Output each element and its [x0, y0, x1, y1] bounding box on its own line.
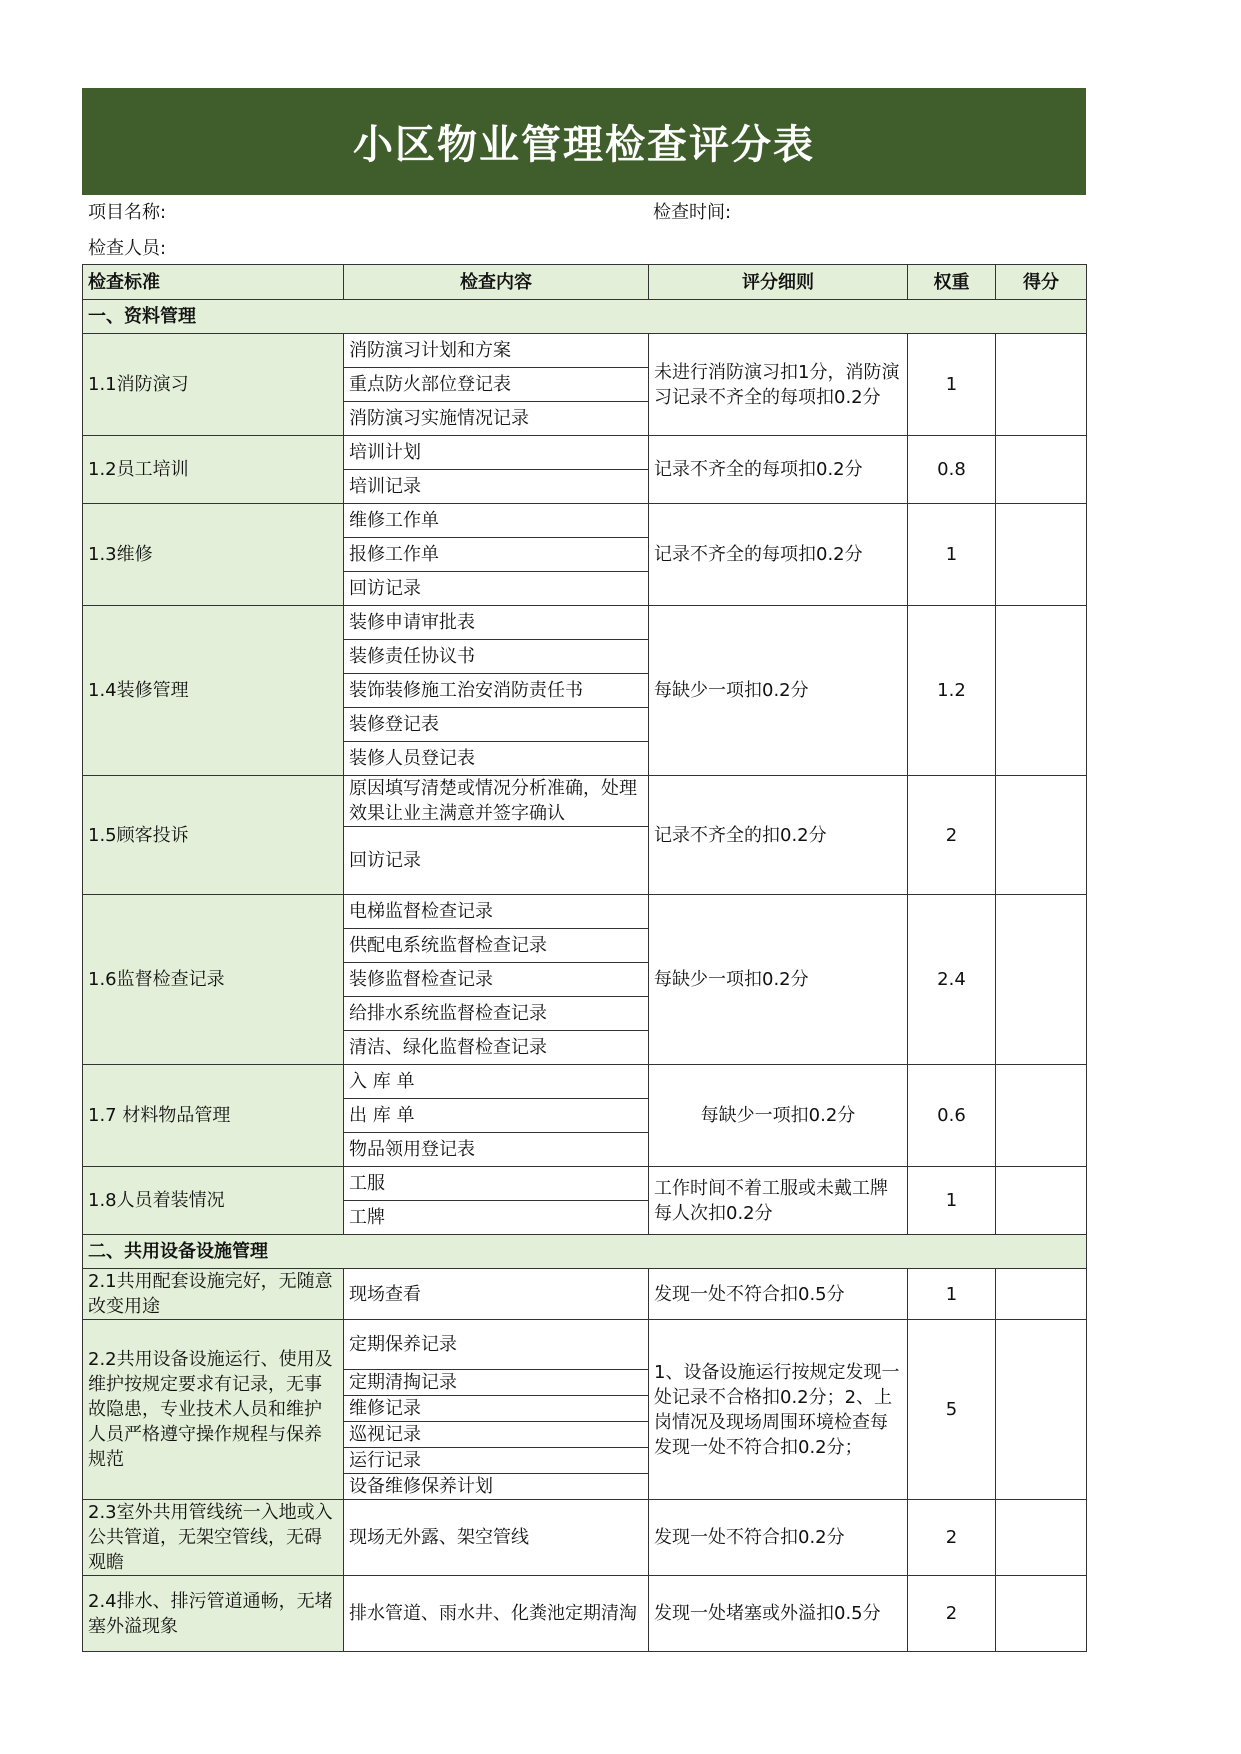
rule-cell: 工作时间不着工服或未戴工牌每人次扣0.2分 [649, 1167, 908, 1235]
table-row [83, 1576, 1087, 1652]
score-cell[interactable] [996, 776, 1087, 895]
rule-cell: 记录不齐全的每项扣0.2分 [649, 436, 908, 504]
table-row [83, 776, 1087, 827]
score-cell[interactable] [996, 1320, 1087, 1500]
header-cell: 得分 [996, 265, 1087, 300]
table-row [83, 1269, 1087, 1320]
content-cell: 定期清掏记录 [344, 1370, 649, 1396]
table-row [83, 1167, 1087, 1201]
weight-cell: 2 [908, 776, 996, 895]
header-cell: 检查标准 [83, 265, 344, 300]
content-cell: 现场无外露、架空管线 [344, 1500, 649, 1576]
table-row [83, 1320, 1087, 1370]
table-row [83, 606, 1087, 640]
rule-cell: 记录不齐全的每项扣0.2分 [649, 504, 908, 606]
standard-cell: 2.3室外共用管线统一入地或入公共管道，无架空管线，无碍观瞻 [83, 1500, 344, 1576]
content-cell: 维修工作单 [344, 504, 649, 538]
rule-cell: 每缺少一项扣0.2分 [649, 1065, 908, 1167]
header-cell: 权重 [908, 265, 996, 300]
content-cell: 消防演习计划和方案 [344, 334, 649, 368]
content-cell: 回访记录 [344, 572, 649, 606]
weight-cell: 2 [908, 1500, 996, 1576]
content-cell: 清洁、绿化监督检查记录 [344, 1031, 649, 1065]
weight-cell: 5 [908, 1320, 996, 1500]
standard-cell: 1.4装修管理 [83, 606, 344, 776]
content-cell: 供配电系统监督检查记录 [344, 929, 649, 963]
weight-cell: 1 [908, 504, 996, 606]
content-cell: 报修工作单 [344, 538, 649, 572]
content-cell: 装饰装修施工治安消防责任书 [344, 674, 649, 708]
content-cell: 出 库 单 [344, 1099, 649, 1133]
score-cell[interactable] [996, 1576, 1087, 1652]
content-cell: 定期保养记录 [344, 1320, 649, 1370]
weight-cell: 2.4 [908, 895, 996, 1065]
weight-cell: 1 [908, 334, 996, 436]
score-cell[interactable] [996, 334, 1087, 436]
standard-cell: 2.4排水、排污管道通畅，无堵塞外溢现象 [83, 1576, 344, 1652]
inspection-time-label: 检查时间: [653, 202, 732, 223]
content-cell: 装修申请审批表 [344, 606, 649, 640]
content-cell: 现场查看 [344, 1269, 649, 1320]
standard-cell: 2.2共用设备设施运行、使用及维护按规定要求有记录，无事故隐患，专业技术人员和维护人员严格遵守操作规程与保养规范 [83, 1320, 344, 1500]
table-row [83, 895, 1087, 929]
content-cell: 原因填写清楚或情况分析准确，处理效果让业主满意并签字确认 [344, 776, 649, 827]
title-banner [82, 88, 1086, 195]
content-cell: 消防演习实施情况记录 [344, 402, 649, 436]
header-cell: 检查内容 [344, 265, 649, 300]
standard-cell: 1.2员工培训 [83, 436, 344, 504]
weight-cell: 1 [908, 1269, 996, 1320]
content-cell: 设备维修保养计划 [344, 1474, 649, 1500]
content-cell: 装修人员登记表 [344, 742, 649, 776]
score-cell[interactable] [996, 895, 1087, 1065]
header-row [83, 265, 1087, 300]
content-cell: 装修登记表 [344, 708, 649, 742]
content-cell: 回访记录 [344, 827, 649, 895]
section-row [83, 300, 1087, 334]
content-cell: 培训计划 [344, 436, 649, 470]
content-cell: 巡视记录 [344, 1422, 649, 1448]
content-cell: 入 库 单 [344, 1065, 649, 1099]
table-row [83, 1065, 1087, 1099]
rule-cell: 未进行消防演习扣1分，消防演习记录不齐全的每项扣0.2分 [649, 334, 908, 436]
rule-cell: 发现一处不符合扣0.5分 [649, 1269, 908, 1320]
rule-cell: 每缺少一项扣0.2分 [649, 895, 908, 1065]
content-cell: 运行记录 [344, 1448, 649, 1474]
project-name-label: 项目名称: [88, 202, 167, 223]
rule-cell: 发现一处堵塞或外溢扣0.5分 [649, 1576, 908, 1652]
weight-cell: 1.2 [908, 606, 996, 776]
content-cell: 物品领用登记表 [344, 1133, 649, 1167]
page-title: 小区物业管理检查评分表 [353, 122, 815, 168]
content-cell: 排水管道、雨水井、化粪池定期清淘 [344, 1576, 649, 1652]
score-cell[interactable] [996, 504, 1087, 606]
score-cell[interactable] [996, 1065, 1087, 1167]
standard-cell: 1.3维修 [83, 504, 344, 606]
standard-cell: 1.8人员着装情况 [83, 1167, 344, 1235]
section-title: 一、资料管理 [83, 300, 1087, 334]
content-cell: 维修记录 [344, 1396, 649, 1422]
score-cell[interactable] [996, 606, 1087, 776]
weight-cell: 2 [908, 1576, 996, 1652]
content-cell: 电梯监督检查记录 [344, 895, 649, 929]
table-row [83, 504, 1087, 538]
score-cell[interactable] [996, 1269, 1087, 1320]
rule-cell: 记录不齐全的扣0.2分 [649, 776, 908, 895]
content-cell: 工牌 [344, 1201, 649, 1235]
content-cell: 装修监督检查记录 [344, 963, 649, 997]
section-title: 二、共用设备设施管理 [83, 1235, 1087, 1269]
content-cell: 装修责任协议书 [344, 640, 649, 674]
standard-cell: 1.1消防演习 [83, 334, 344, 436]
table-row [83, 1500, 1087, 1576]
table-row [83, 436, 1087, 470]
section-row [83, 1235, 1087, 1269]
inspector-label: 检查人员: [88, 238, 167, 259]
score-table [82, 264, 1086, 1644]
score-cell[interactable] [996, 436, 1087, 504]
standard-cell: 1.7 材料物品管理 [83, 1065, 344, 1167]
content-cell: 给排水系统监督检查记录 [344, 997, 649, 1031]
weight-cell: 0.6 [908, 1065, 996, 1167]
header-cell: 评分细则 [649, 265, 908, 300]
rule-cell: 1、设备设施运行按规定发现一处记录不合格扣0.2分；2、上岗情况及现场周围环境检查每发现一处不符合扣0.2分； [649, 1320, 908, 1500]
content-cell: 培训记录 [344, 470, 649, 504]
standard-cell: 1.6监督检查记录 [83, 895, 344, 1065]
content-cell: 工服 [344, 1167, 649, 1201]
standard-cell: 1.5顾客投诉 [83, 776, 344, 895]
table-row [83, 334, 1087, 368]
score-cell[interactable] [996, 1167, 1087, 1235]
weight-cell: 0.8 [908, 436, 996, 504]
score-cell[interactable] [996, 1500, 1087, 1576]
rule-cell: 每缺少一项扣0.2分 [649, 606, 908, 776]
weight-cell: 1 [908, 1167, 996, 1235]
content-cell: 重点防火部位登记表 [344, 368, 649, 402]
rule-cell: 发现一处不符合扣0.2分 [649, 1500, 908, 1576]
standard-cell: 2.1共用配套设施完好，无随意改变用途 [83, 1269, 344, 1320]
